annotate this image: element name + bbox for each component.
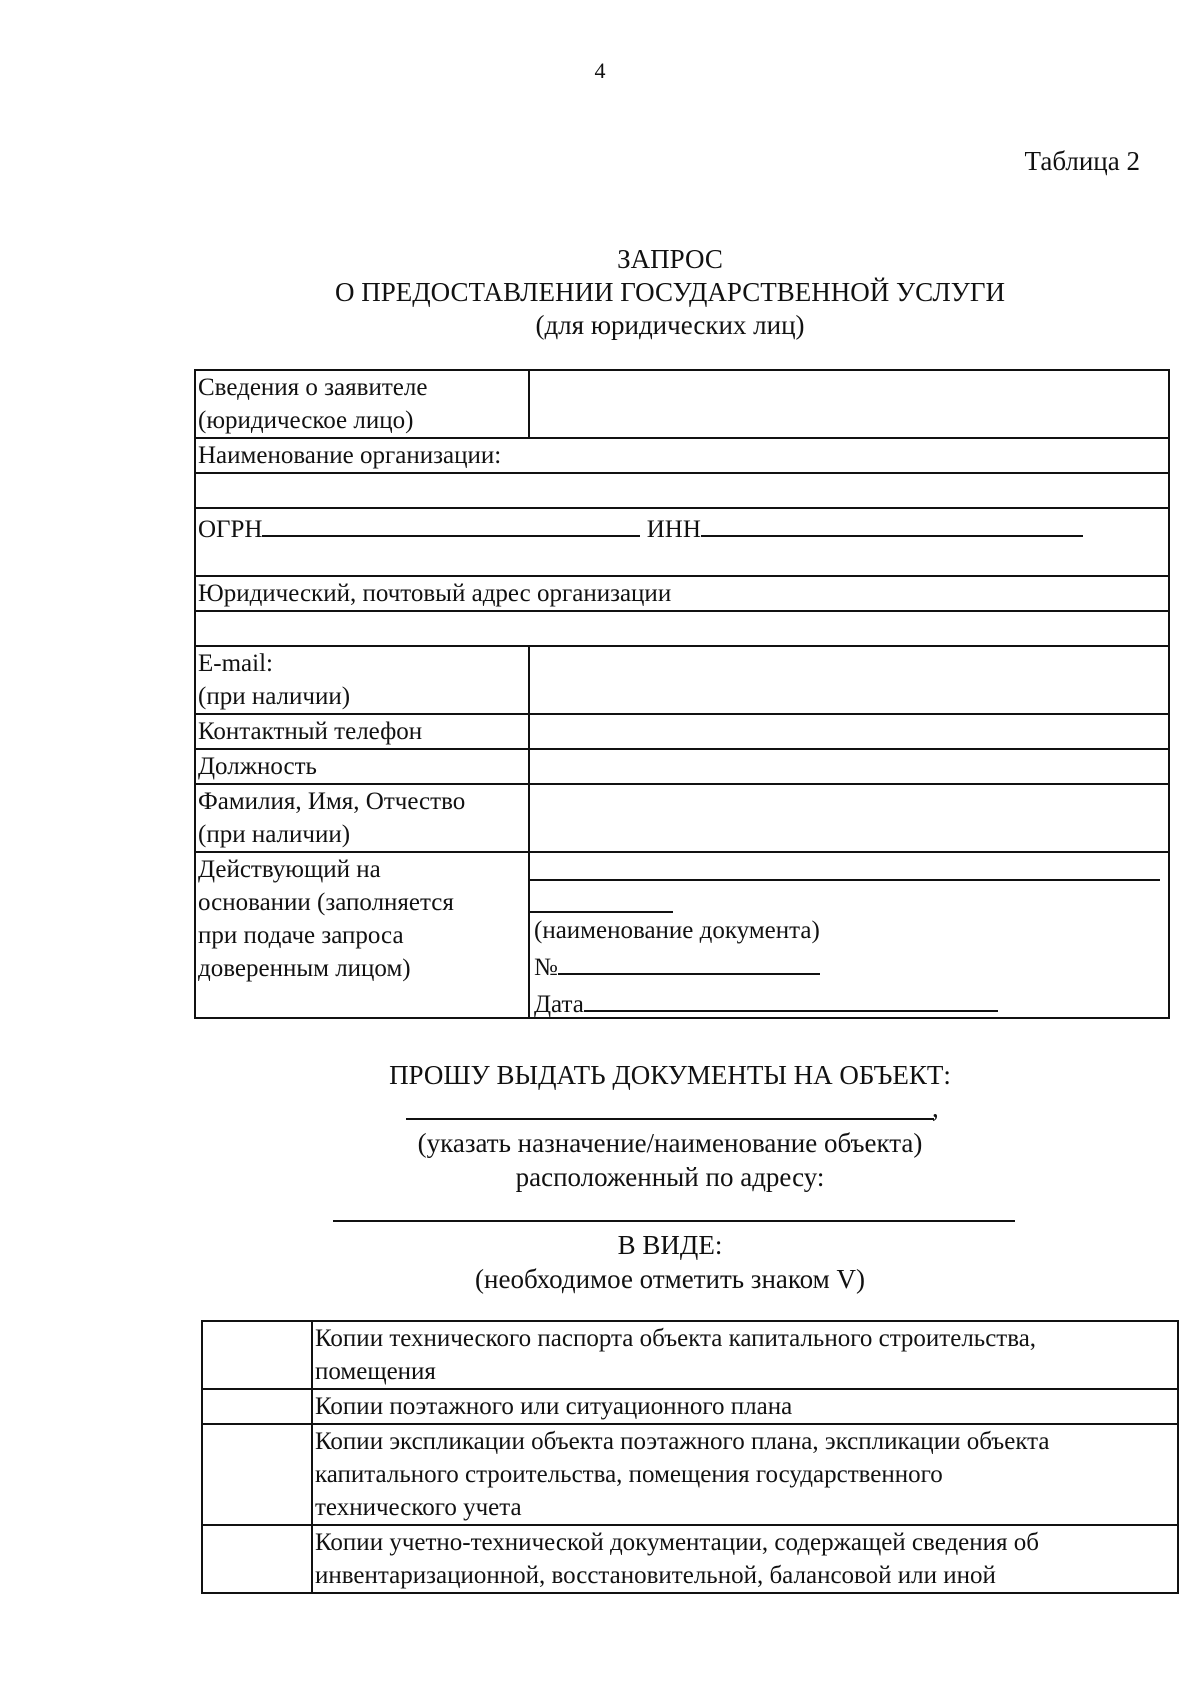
basis-doc-details — [534, 915, 998, 1021]
doc-item-3 — [312, 1424, 1178, 1525]
doc-item-1 — [312, 1321, 1178, 1389]
address-label: Юридический, почтовый адрес организации — [195, 576, 1169, 611]
phone-label: Контактный телефон — [195, 714, 529, 749]
doc-item-3-line-1: Копии экспликации объекта поэтажного плана, экспликации объекта — [315, 1428, 1050, 1455]
ogrn-field[interactable] — [262, 509, 640, 537]
fio-label: Фамилия, Имя, Отчество — [198, 788, 466, 815]
page-number: 4 — [594, 58, 606, 83]
applicant-header-line-1: Сведения о заявителе — [198, 374, 428, 401]
basis-label-cell — [195, 852, 529, 1018]
form-hint: (необходимое отметить знаком V) — [475, 1264, 865, 1294]
object-field[interactable] — [406, 1118, 934, 1120]
located-label: расположенный по адресу: — [515, 1162, 825, 1192]
fio-label-cell — [195, 784, 529, 852]
doc-number-label: № — [534, 954, 558, 981]
position-label: Должность — [195, 749, 529, 784]
doc-date-label: Дата — [534, 991, 584, 1018]
doc-item-3-line-2: капитального строительства, помещения государственного — [315, 1461, 943, 1488]
doc-checkbox-1[interactable] — [202, 1321, 312, 1389]
doc-number-field[interactable] — [558, 947, 820, 975]
title-line-1: ЗАПРОС — [617, 244, 723, 274]
doc-checkbox-2[interactable] — [202, 1389, 312, 1424]
basis-doc-line-1[interactable] — [530, 879, 1160, 881]
documents-table — [201, 1320, 1179, 1594]
inn-label: ИНН — [646, 516, 701, 543]
email-label: E-mail: — [198, 650, 273, 677]
request-block — [0, 1058, 1200, 1296]
applicant-table — [194, 369, 1170, 1019]
email-field[interactable] — [529, 646, 1169, 714]
object-comma: , — [932, 1093, 939, 1123]
position-field[interactable] — [529, 749, 1169, 784]
fio-note: (при наличии) — [198, 821, 351, 848]
doc-item-4-line-1: Копии учетно-технической документации, содержащей сведения об — [315, 1529, 1039, 1556]
inn-field[interactable] — [701, 509, 1083, 537]
ogrn-inn-row — [195, 508, 1169, 576]
basis-label-line-3: при подаче запроса — [198, 922, 404, 949]
ogrn-label: ОГРН — [198, 516, 263, 543]
doc-item-2-line-1: Копии поэтажного или ситуационного плана — [315, 1393, 793, 1420]
basis-label-line-1: Действующий на — [198, 856, 381, 883]
basis-field-cell — [529, 852, 1169, 1018]
email-label-cell — [195, 646, 529, 714]
phone-field[interactable] — [529, 714, 1169, 749]
address-field[interactable] — [195, 611, 1169, 646]
doc-number-row — [534, 947, 998, 984]
doc-item-1-line-2: помещения — [315, 1358, 436, 1385]
form-heading: В ВИДЕ: — [617, 1230, 723, 1260]
org-name-label: Наименование организации: — [195, 438, 1169, 473]
doc-name-hint: (наименование документа) — [534, 917, 820, 944]
title-line-2: О ПРЕДОСТАВЛЕНИИ ГОСУДАРСТВЕННОЙ УСЛУГИ — [335, 277, 1005, 307]
basis-label-line-4: доверенным лицом) — [198, 955, 411, 982]
doc-checkbox-4[interactable] — [202, 1525, 312, 1593]
doc-checkbox-3[interactable] — [202, 1424, 312, 1525]
doc-date-field[interactable] — [584, 984, 998, 1012]
doc-item-1-line-1: Копии технического паспорта объекта капитального строительства, — [315, 1325, 1037, 1352]
applicant-header-cell — [195, 370, 529, 438]
title-line-3: (для юридических лиц) — [535, 310, 805, 340]
doc-item-2 — [312, 1389, 1178, 1424]
email-note: (при наличии) — [198, 683, 351, 710]
applicant-header-value[interactable] — [529, 370, 1169, 438]
object-address-field[interactable] — [333, 1220, 1015, 1222]
basis-doc-line-2[interactable] — [530, 911, 673, 913]
doc-date-row — [534, 984, 998, 1021]
request-heading: ПРОШУ ВЫДАТЬ ДОКУМЕНТЫ НА ОБЪЕКТ: — [389, 1060, 951, 1090]
object-hint: (указать назначение/наименование объекта) — [417, 1128, 923, 1158]
doc-item-3-line-3: технического учета — [315, 1494, 522, 1521]
form-title — [0, 243, 1200, 342]
fio-field[interactable] — [529, 784, 1169, 852]
basis-label-line-2: основании (заполняется — [198, 889, 454, 916]
doc-item-4 — [312, 1525, 1178, 1593]
table-label: Таблица 2 — [1024, 146, 1140, 176]
org-name-field[interactable] — [195, 473, 1169, 508]
doc-item-4-line-2: инвентаризационной, восстановительной, балансовой или иной — [315, 1562, 996, 1589]
applicant-header-line-2: (юридическое лицо) — [198, 407, 414, 434]
